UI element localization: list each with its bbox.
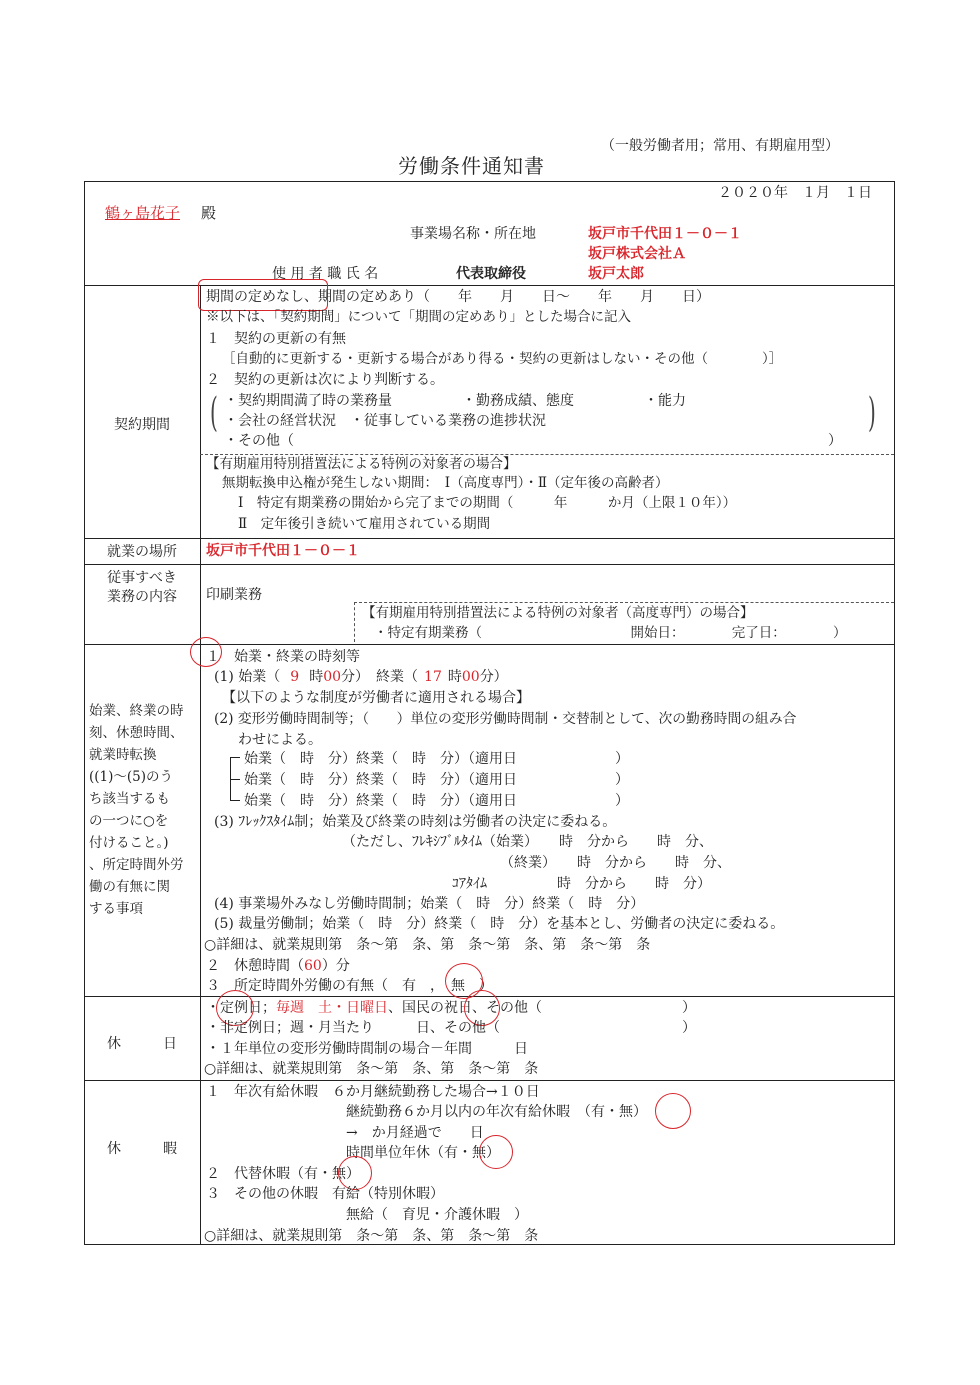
hourly-leave: 時間単位年休（有・無） xyxy=(346,1145,500,1161)
other-leave: ３ その他の休暇 有給（特別休暇） xyxy=(206,1186,444,1202)
duties-value: 印刷業務 xyxy=(206,587,262,603)
left-brace-icon: ( xyxy=(210,390,218,436)
special-case-heading: 【有期雇用特別措置法による特例の対象者の場合】 xyxy=(206,456,517,472)
regular-days: 毎週 土・日曜日 xyxy=(276,1000,388,1016)
unpaid-leave: 無給（ 育児・介護休暇 ） xyxy=(346,1207,528,1223)
judge-criteria-other: ・その他（ xyxy=(224,433,294,449)
regular-label: ・定例日； xyxy=(206,1000,276,1016)
leave-detail-rules: ○詳細は、就業規則第 条～第 条、第 条～第 条 xyxy=(204,1228,539,1244)
variable-hours-line: (2) 変形労働時間制等；（ ）単位の変形労働時間制・交替制として、次の勤務時間の組み合 xyxy=(214,711,797,727)
shift-row: 始業（ 時 分）終業（ 時 分）（適用日 ） xyxy=(244,751,629,767)
frame-top xyxy=(84,181,895,182)
contract-no-term: 期間の定めなし、 xyxy=(206,289,318,305)
flextime-detail-3: ｺｱﾀｲﾑ 時 分から 時 分） xyxy=(452,876,711,892)
issue-date: ２０２０年 １月 １日 xyxy=(718,185,872,201)
judge-criteria-1: ・契約期間満了時の業務量 ・勤務成績、態度 ・能力 xyxy=(224,393,686,409)
start-open: (1) 始業（ xyxy=(214,669,281,685)
frame-right xyxy=(894,181,895,1245)
row-sep xyxy=(84,538,895,539)
holidays-label: 休 日 xyxy=(107,1036,177,1052)
judge-criteria-2: ・会社の経営状況 ・従事している業務の進捗状況 xyxy=(224,413,546,429)
hours-label-line: 始業、終業の時 xyxy=(89,703,184,719)
system-heading: 【以下のような制度が労働者に適用される場合】 xyxy=(222,690,530,706)
right-brace-icon: ) xyxy=(868,390,876,436)
hours-label-line: 働の有無に関 xyxy=(89,879,170,895)
flextime-line: (3) ﾌﾚｯｸｽﾀｲﾑ制；始業及び終業の時刻は労働者の決定に委ねる。 xyxy=(214,814,617,830)
break-unit: ）分 xyxy=(321,958,350,974)
hours-label-line: 、所定時間外労 xyxy=(89,857,184,873)
start-minute: 00 xyxy=(323,669,342,685)
annual-leave: １ 年次有給休暇 ６か月継続勤務した場合→１０日 xyxy=(206,1084,540,1100)
contract-period-label: 契約期間 xyxy=(114,417,170,433)
hours-label-line: ((1)～(5)のう xyxy=(89,769,174,785)
shift-bracket xyxy=(230,779,240,780)
regular-rest: 、国民の祝日、その他（ ） xyxy=(388,1000,696,1016)
leave-after-months: → か月経過で 日 xyxy=(346,1125,484,1141)
employer-person: 坂戸太郎 xyxy=(588,266,644,282)
divider-dashed-vertical xyxy=(354,602,355,642)
hours-label-line: 就業時転換 xyxy=(89,747,157,763)
break-time xyxy=(206,959,350,973)
duties-special-heading: 【有期雇用特別措置法による特例の対象者（高度専門）の場合】 xyxy=(362,605,754,621)
working-hours-label xyxy=(89,700,199,920)
holidays-regular xyxy=(206,1001,696,1015)
divider-dashed xyxy=(354,602,894,603)
duties-label-1: 従事すべき xyxy=(107,570,177,586)
hours-label-line: する事項 xyxy=(89,901,143,917)
shift-bracket xyxy=(230,757,240,758)
shift-bracket xyxy=(230,800,240,801)
special-case-line-3: Ⅱ 定年後引き続いて雇用されている期間 xyxy=(238,516,491,532)
recipient-honorific: 殿 xyxy=(201,204,217,222)
hours-label-line: ち該当するも xyxy=(89,791,170,807)
hours-detail-rules: ○詳細は、就業規則第 条～第 条、第 条～第 条、第 条～第 条 xyxy=(204,937,651,953)
frame-left xyxy=(84,181,85,1245)
break-label: ２ 休憩時間（ xyxy=(206,958,304,974)
workplace-name-label: 事業場名称・所在地 xyxy=(410,226,536,242)
renewal-heading: １ 契約の更新の有無 xyxy=(206,331,346,347)
hours-heading: １ 始業・終業の時刻等 xyxy=(206,649,360,665)
special-case-line-2: Ⅰ 特定有期業務の開始から完了までの期間（ 年 か月（上限１０年）） xyxy=(238,495,737,511)
contract-fixed-term: 期間の定めあり（ 年 月 日～ 年 月 日） xyxy=(318,289,710,305)
workplace-label: 就業の場所 xyxy=(107,544,177,560)
row-sep xyxy=(84,564,895,565)
end-close: 分） xyxy=(479,669,508,685)
workplace-value: 坂戸市千代田１－０－１ xyxy=(206,543,360,559)
hour-unit: 時 xyxy=(447,669,462,685)
document-title: 労働条件通知書 xyxy=(398,154,545,178)
end-hour: 17 xyxy=(424,669,442,685)
leave-label: 休 暇 xyxy=(107,1141,177,1157)
employer-position: 代表取締役 xyxy=(456,266,526,282)
form-type-subtitle: （一般労働者用；常用、有期雇用型） xyxy=(601,138,839,154)
shift-row: 始業（ 時 分）終業（ 時 分）（適用日 ） xyxy=(244,793,629,809)
variable-hours-cont: わせによる。 xyxy=(238,732,322,748)
flextime-detail-1: （ただし、ﾌﾚｷｼﾌﾞﾙﾀｲﾑ（始業） 時 分から 時 分、 xyxy=(342,834,713,850)
selection-circle xyxy=(479,1135,513,1169)
holidays-irregular: ・非定例日；週・月当たり 日、その他（ ） xyxy=(206,1020,696,1036)
shift-row: 始業（ 時 分）終業（ 時 分）（適用日 ） xyxy=(244,772,629,788)
substitute-leave: ２ 代替休暇（有・無） xyxy=(206,1166,360,1182)
frame-bottom xyxy=(84,1244,895,1245)
hours-label-line: の一つに○を xyxy=(89,813,169,829)
hours-label-line: 付けること。) xyxy=(89,835,169,851)
renewal-judge-heading: ２ 契約の更新は次により判断する。 xyxy=(206,372,444,388)
break-minutes: 60 xyxy=(304,958,322,974)
employer-name-label: 使 用 者 職 氏 名 xyxy=(272,266,379,282)
hours-label-line: 刻、休憩時間、 xyxy=(89,725,184,741)
holidays-detail-rules: ○詳細は、就業規則第 条～第 条、第 条～第 条 xyxy=(204,1061,539,1077)
flextime-detail-2: （終業） 時 分から 時 分、 xyxy=(500,855,731,871)
holidays-annual: ・１年単位の変形労働時間制の場合－年間 日 xyxy=(206,1041,528,1057)
recipient-name: 鶴ヶ島花子 xyxy=(105,204,181,222)
selection-circle xyxy=(655,1093,691,1129)
judge-criteria-other-close: ） xyxy=(828,433,842,449)
end-open: 分） 終業（ xyxy=(341,669,419,685)
employer-address: 坂戸市千代田１－０－１ xyxy=(588,226,742,242)
special-case-line-1: 無期転換申込権が発生しない期間： Ⅰ（高度専門）・Ⅱ（定年後の高齢者） xyxy=(222,475,669,491)
end-minute: 00 xyxy=(461,669,480,685)
leave-within-6-months: 継続勤務６か月以内の年次有給休暇 （有・無） xyxy=(346,1104,647,1120)
duties-label-2: 業務の内容 xyxy=(107,589,177,605)
employer-company: 坂戸株式会社Ａ xyxy=(588,246,686,262)
hours-start-end xyxy=(214,670,508,684)
divider-dashed xyxy=(200,454,894,455)
contract-note: ※以下は、「契約期間」について「期間の定めあり」とした場合に記入 xyxy=(206,309,631,325)
selection-circle xyxy=(338,1156,372,1190)
discretionary-line: (5) 裁量労働制；始業（ 時 分）終業（ 時 分）を基本とし、労働者の決定に委ねる。 xyxy=(214,916,785,932)
duties-special-line: ・特定有期業務（ 開始日： 完了日： ） xyxy=(374,625,847,641)
renewal-options: ［自動的に更新する・更新する場合があり得る・契約の更新はしない・その他（ ）］ xyxy=(222,351,783,367)
row-sep xyxy=(84,1080,895,1081)
hour-unit: 時 xyxy=(309,669,324,685)
deemed-hours-line: (4) 事業場外みなし労働時間制；始業（ 時 分）終業（ 時 分） xyxy=(214,896,645,912)
overtime-line: ３ 所定時間外労働の有無（ 有 ， 無 ） xyxy=(206,978,493,994)
column-divider xyxy=(200,285,201,1245)
start-hour: 9 xyxy=(290,669,300,685)
